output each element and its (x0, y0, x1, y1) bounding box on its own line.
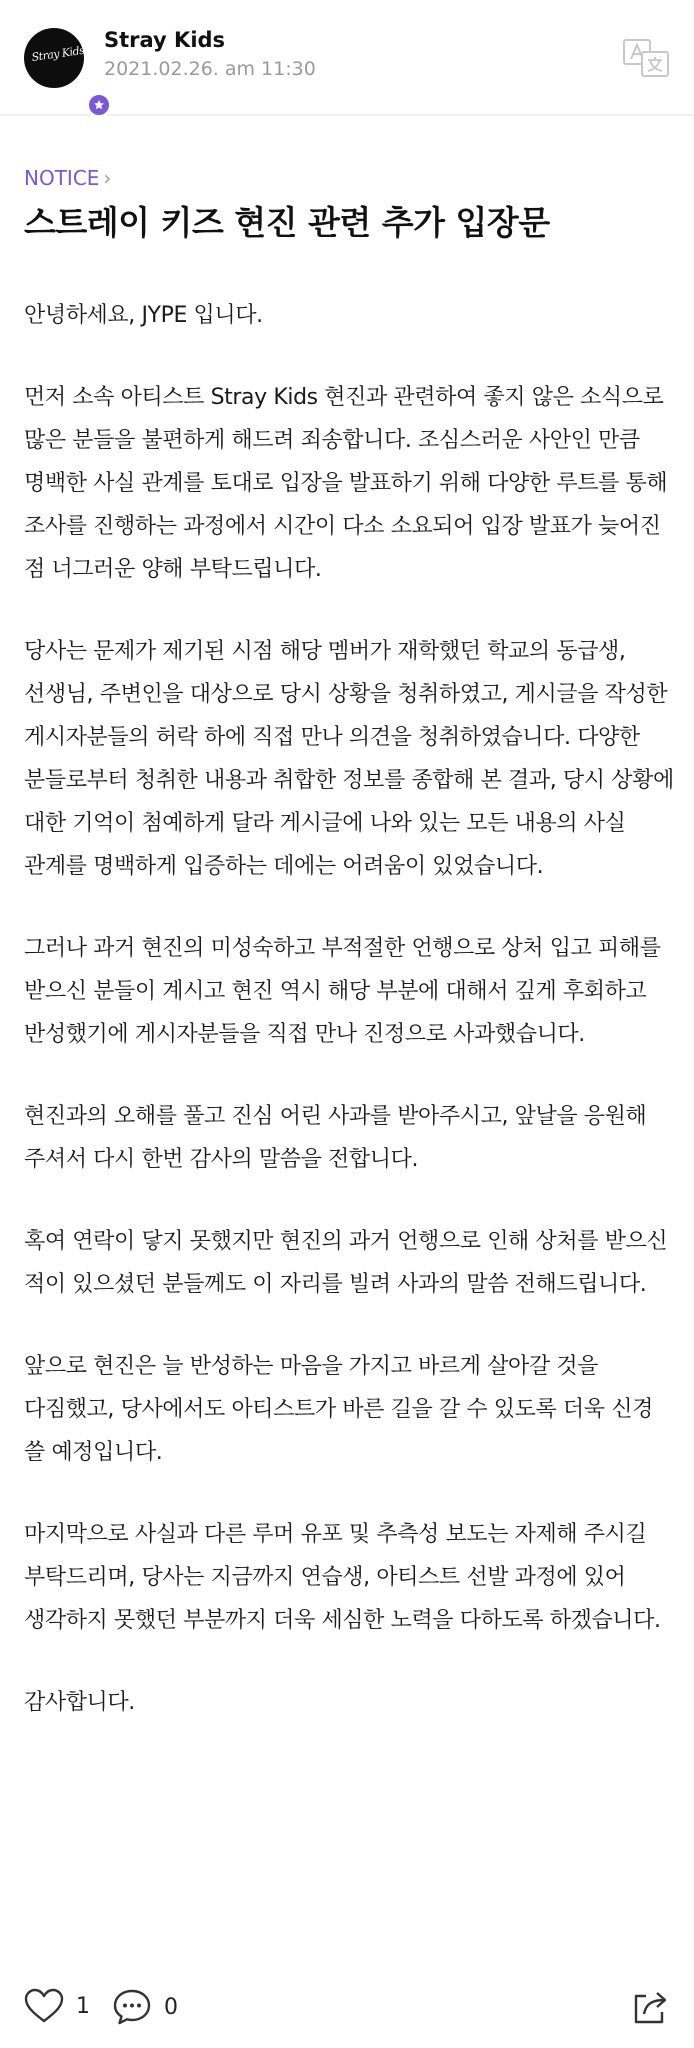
comment-count: 0 (164, 1994, 178, 2020)
category-label: NOTICE (24, 166, 100, 190)
comment-icon (112, 1988, 152, 2026)
share-icon (630, 1988, 670, 2026)
post-footer (0, 1988, 694, 2048)
verified-star-icon (86, 92, 112, 118)
avatar[interactable] (24, 28, 84, 88)
post-date: 2021.02.26. am 11:30 (104, 58, 316, 80)
translate-icon (622, 38, 670, 78)
translate-button[interactable] (622, 38, 670, 78)
paragraph-investigation: 당사는 문제가 제기된 시점 해당 멤버가 재학했던 학교의 동급생, 선생님, 주변인을 대상으로 당시 상황을 청취하였고, 게시글을 작성한 게시자분들의 허락 하에 직접 만나 의견을 청취하였습니다. 다양한 분들로부터 청취한 내용과 취합한 정보를 종합해 본 결과, 당시 상황에 대한 기억이 첨예하게 달라 게시글에 나와 있는 모든 내용의 사실 관계를 명백하게 입증하는 데에는 어려움이 있었습니다. (24, 639, 674, 879)
paragraph-thanks: 현진과의 오해를 풀고 진심 어린 사과를 받아주시고, 앞날을 응원해 주셔서 다시 한번 감사의 말씀을 전합니다. (24, 1104, 647, 1172)
paragraph-greeting: 안녕하세요, JYPE 입니다. (24, 303, 263, 328)
post-header (0, 0, 694, 116)
like-button[interactable] (24, 1988, 90, 2024)
heart-icon (24, 1988, 64, 2024)
paragraph-request: 마지막으로 사실과 다른 루머 유포 및 추측성 보도는 자제해 주시길 부탁드리며, 당사는 지금까지 연습생, 아티스트 선발 과정에 있어 생각하지 못했던 부분까지 더욱 세심한 노력을 다하도록 하겠습니다. (24, 1522, 661, 1633)
comment-button[interactable] (112, 1988, 178, 2026)
category-link[interactable] (24, 166, 111, 190)
avatar-logo: Stray Kids (30, 43, 86, 65)
share-button[interactable] (630, 1988, 670, 2026)
paragraph-unreached-apology: 혹여 연락이 닿지 못했지만 현진의 과거 언행으로 인해 상처를 받으신 적이 있으셨던 분들께도 이 자리를 빌려 사과의 말씀 전해드립니다. (24, 1229, 668, 1297)
paragraph-future: 앞으로 현진은 늘 반성하는 마음을 가지고 바르게 살아갈 것을 다짐했고, 당사에서도 아티스트가 바른 길을 갈 수 있도록 더욱 신경 쓸 예정입니다. (24, 1354, 653, 1465)
like-count: 1 (76, 1993, 90, 2019)
chevron-right-icon: › (103, 166, 112, 190)
author-name[interactable]: Stray Kids (104, 28, 226, 52)
post-title: 스트레이 키즈 현진 관련 추가 입장문 (24, 203, 550, 242)
paragraph-closing: 감사합니다. (24, 1690, 135, 1715)
paragraph-apology: 먼저 소속 아티스트 Stray Kids 현진과 관련하여 좋지 않은 소식으로 많은 분들을 불편하게 해드려 죄송합니다. 조심스러운 사안인 만큼 명백한 사실 관계를 토대로 입장을 발표하기 위해 다양한 루트를 통해 조사를 진행하는 과정에서 시간이 다소 소요되어 입장 발표가 늦어진 점 너그러운 양해 부탁드립니다. (24, 385, 668, 582)
paragraph-admission: 그러나 과거 현진의 미성숙하고 부적절한 언행으로 상처 입고 피해를 받으신 분들이 계시고 현진 역시 해당 부분에 대해서 깊게 후회하고 반성했기에 게시자분들을 직접 만나 진정으로 사과했습니다. (24, 936, 661, 1047)
post-body (24, 294, 674, 1763)
